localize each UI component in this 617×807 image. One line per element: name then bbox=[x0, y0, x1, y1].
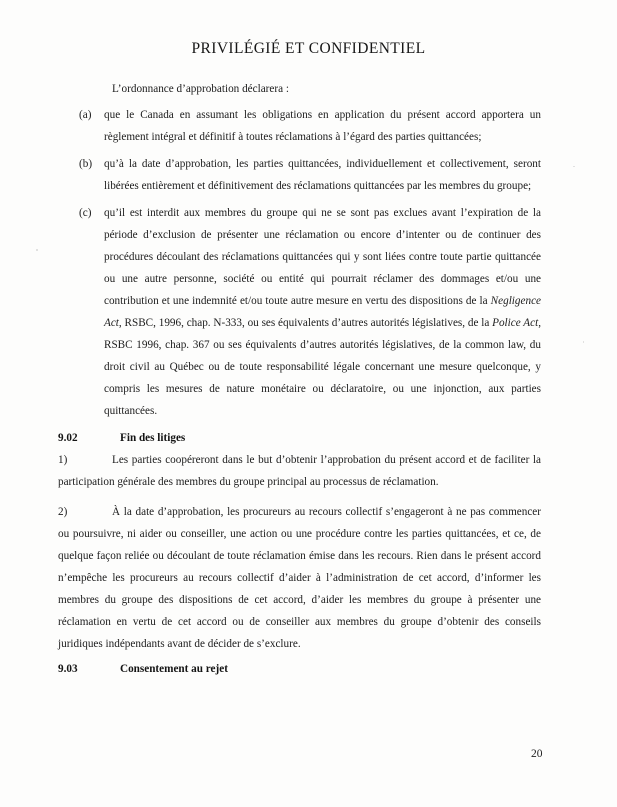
section-heading-9-02 bbox=[58, 427, 541, 449]
list-item-a bbox=[79, 104, 541, 148]
paragraph-2 bbox=[58, 501, 541, 655]
section-number-9-02: 9.02 bbox=[58, 432, 78, 444]
paragraph-1 bbox=[58, 449, 541, 493]
list-item-a-text: que le Canada en assumant les obligations en application du présent accord apportera un règlement intégral et définitif à toutes réclamations à l’égard des parties quittancées; bbox=[104, 109, 541, 143]
section-heading-9-03 bbox=[58, 658, 541, 680]
scan-speck bbox=[573, 166, 575, 167]
list-marker-c: (c) bbox=[79, 207, 92, 219]
paragraph-2-number: 2) bbox=[58, 506, 68, 518]
list-item-b-text: qu’à la date d’approbation, les parties quittancées, individuellement et collectivement, seront libérées entièrement et définitivement des réclamations quittancées par les membres du groupe; bbox=[104, 158, 541, 192]
intro-paragraph: L’ordonnance d’approbation déclarera : bbox=[112, 83, 289, 95]
list-item-c bbox=[79, 202, 541, 422]
section-number-9-03: 9.03 bbox=[58, 663, 78, 675]
paragraph-1-number: 1) bbox=[58, 454, 68, 466]
confidentiality-header: PRIVILÉGIÉ ET CONFIDENTIEL bbox=[191, 40, 426, 57]
paragraph-1-text: Les parties coopéreront dans le but d’obtenir l’approbation du présent accord et de faciliter la participation générale des membres du groupe principal au processus de réclamation. bbox=[58, 454, 541, 488]
list-marker-b: (b) bbox=[79, 158, 93, 170]
section-title-9-02: Fin des litiges bbox=[120, 432, 186, 444]
list-item-b bbox=[79, 153, 541, 197]
scan-speck bbox=[36, 249, 38, 251]
section-title-9-03: Consentement au rejet bbox=[120, 663, 228, 675]
page-number: 20 bbox=[531, 748, 543, 760]
document-body bbox=[58, 78, 541, 680]
list-marker-a: (a) bbox=[79, 109, 92, 121]
scan-speck bbox=[583, 341, 584, 343]
list-item-c-text: qu’il est interdit aux membres du groupe qui ne se sont pas exclues avant l’expiration de la période d’exclusion de présenter une réclamation ou encore d’intenter ou de continuer des procédures découlant des réclamations quittancées qui y sont liées contre toute partie quittancée ou une autre personne, société ou entité qui pourrait réclamer des dommages et/ou une contribution et une indemnité et/ou toute autre mesure en vertu des dispositions de la Negligence Act, RSBC, 1996, chap. N-333, ou ses équivalents d’autres autorités législatives, de la Police Act, RSBC 1996, chap. 367 ou ses équivalents d’autres autorités législatives, de la common law, du droit civil au Québec ou de toute responsabilité légale concernant une mesure quelconque, y compris les mesures de nature monétaire ou déclaratoire, ou une injonction, aux parties quittancées. bbox=[104, 207, 542, 417]
paragraph-2-text: À la date d’approbation, les procureurs au recours collectif s’engageront à ne pas commencer ou poursuivre, ni aider ou conseiller, une action ou une procédure contre les parties quittancées, et ce, de quelque façon reliée ou découlant de toute réclamation émise dans les recours. Rien dans le présent accord n’empêche les procureurs au recours collectif d’aider à l’administration de cet accord, d’informer les membres du groupe des dispositions de cet accord, d’aider les membres du groupe à présenter une réclamation en vertu de cet accord ou de conseiller aux membres du groupe d’obtenir des conseils juridiques indépendants avant de décider de s’exclure. bbox=[58, 506, 541, 650]
